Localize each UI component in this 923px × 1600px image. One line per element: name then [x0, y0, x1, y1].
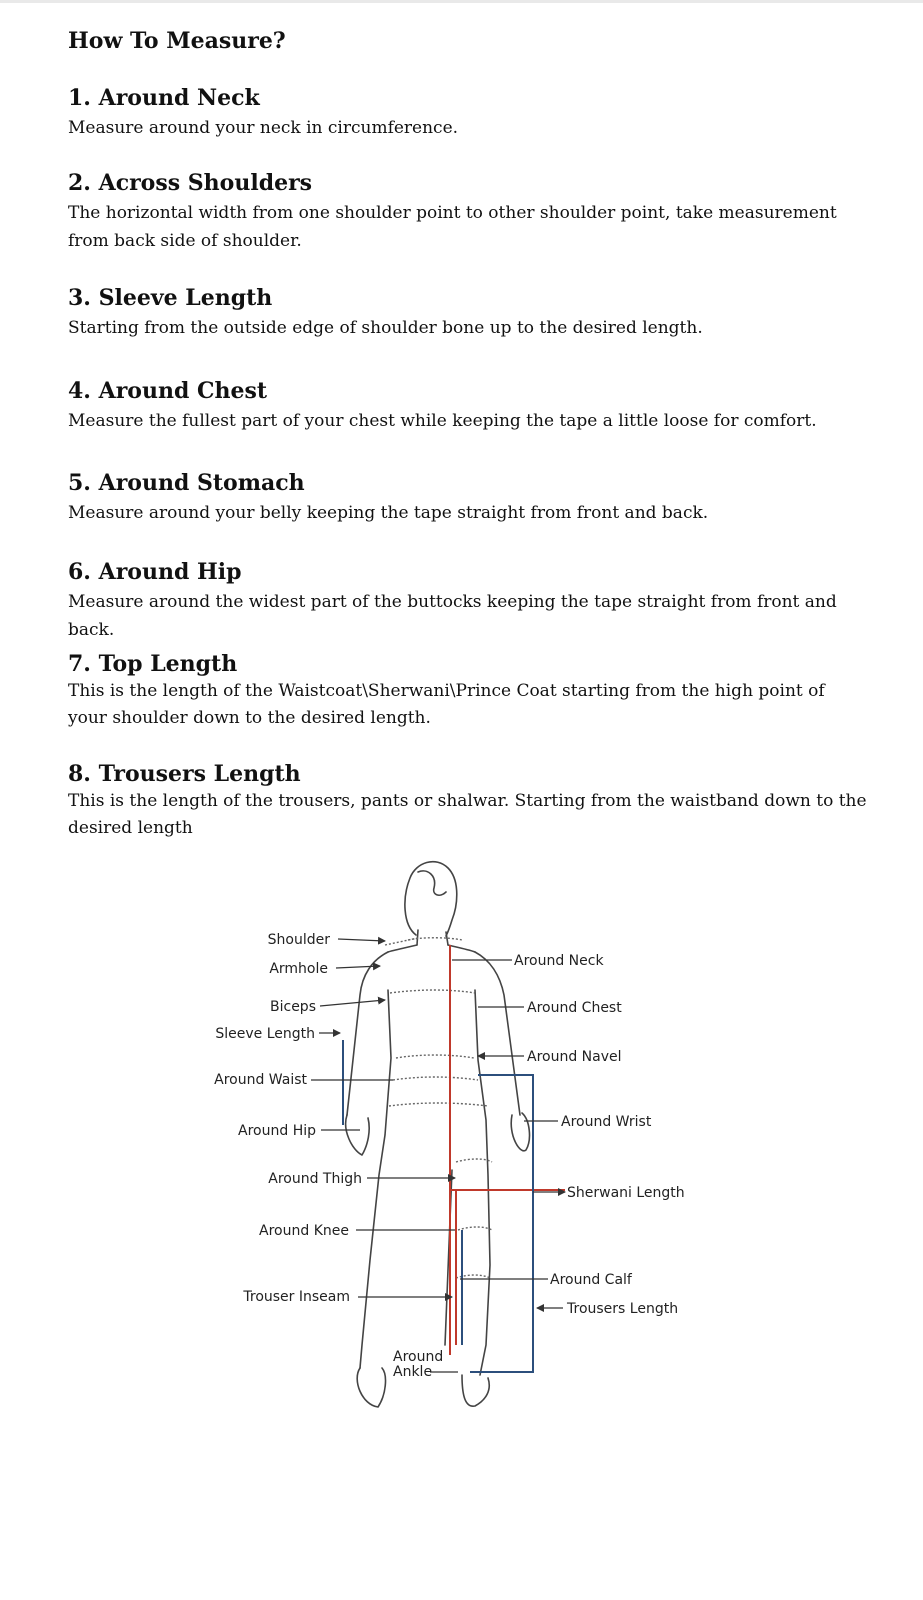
top-divider	[0, 0, 923, 3]
section-heading: 1. Around Neck	[68, 85, 260, 111]
section-body: Starting from the outside edge of shoulder bone up to the desired length.	[68, 318, 703, 338]
section-heading: 8. Trousers Length	[68, 761, 301, 787]
section-around-hip	[68, 558, 868, 644]
label-around-thigh: Around Thigh	[268, 1171, 362, 1187]
label-ankle-line2: Ankle	[393, 1364, 433, 1380]
section-body: Measure around the widest part of the buttocks keeping the tape straight from front and back.	[68, 592, 837, 640]
label-around-waist: Around Waist	[214, 1072, 307, 1088]
label-sherwani-length: Sherwani Length	[567, 1185, 685, 1201]
section-body: Measure around your belly keeping the tape straight from front and back.	[68, 503, 709, 523]
label-ankle-line1: Around	[393, 1349, 444, 1365]
right-hand	[511, 1113, 529, 1151]
page-title: How To Measure?	[68, 28, 286, 54]
label-armhole: Armhole	[269, 961, 328, 977]
chest-band	[390, 990, 475, 993]
leader-biceps	[320, 1000, 385, 1006]
label-around-hip: Around Hip	[238, 1123, 316, 1139]
head-outline	[405, 862, 457, 936]
section-across-shoulders	[68, 169, 868, 255]
measurement-diagram	[205, 850, 705, 1425]
thigh-band	[456, 1159, 492, 1162]
label-around-wrist: Around Wrist	[561, 1114, 652, 1130]
section-heading: 4. Around Chest	[68, 378, 268, 404]
section-around-stomach	[68, 469, 868, 527]
shoulder-band	[385, 938, 418, 945]
section-body: Measure the fullest part of your chest while keeping the tape a little loose for comfort.	[68, 411, 817, 431]
left-foot	[357, 1368, 385, 1407]
knee-band	[458, 1227, 492, 1230]
leader-shoulder	[338, 939, 385, 941]
measurement-bands	[385, 938, 492, 1278]
right-foot	[462, 1375, 489, 1406]
label-around-chest: Around Chest	[527, 1000, 622, 1016]
label-sleeve-length: Sleeve Length	[215, 1026, 315, 1042]
label-around-navel: Around Navel	[527, 1049, 622, 1065]
navel-band	[396, 1055, 474, 1058]
label-around-neck: Around Neck	[514, 953, 604, 969]
hair-outline	[418, 871, 446, 895]
section-heading: 5. Around Stomach	[68, 470, 305, 496]
section-body: Measure around your neck in circumference.	[68, 118, 459, 138]
neck-band	[408, 938, 462, 940]
shoulder-line	[388, 945, 475, 952]
label-trousers-length: Trousers Length	[567, 1301, 679, 1317]
section-heading: 6. Around Hip	[68, 559, 242, 585]
label-trouser-inseam: Trouser Inseam	[243, 1289, 350, 1305]
label-around-calf: Around Calf	[550, 1272, 632, 1288]
left-hand	[346, 1115, 370, 1155]
torso-left	[347, 952, 391, 1368]
section-top-length	[68, 650, 868, 732]
section-body: This is the length of the trousers, pants or shalwar. Starting from the waistband down to the desired length	[68, 791, 867, 838]
hip-band	[389, 1103, 488, 1106]
section-heading: 7. Top Length	[68, 651, 238, 677]
torso-right	[475, 952, 520, 1375]
label-around-knee: Around Knee	[259, 1223, 349, 1239]
section-sleeve-length	[68, 284, 868, 342]
body-figure	[346, 862, 530, 1407]
section-around-chest	[68, 377, 868, 435]
section-heading: 3. Sleeve Length	[68, 285, 273, 311]
label-shoulder: Shoulder	[267, 932, 330, 948]
section-around-neck	[68, 84, 868, 142]
label-biceps: Biceps	[270, 999, 316, 1015]
section-heading: 2. Across Shoulders	[68, 170, 313, 196]
section-body: This is the length of the Waistcoat\Sherwani\Prince Coat starting from the high point of your shoulder down to the desired length.	[68, 681, 825, 728]
leader-armhole	[336, 966, 380, 968]
section-trousers-length	[68, 760, 868, 842]
waist-band	[393, 1077, 478, 1080]
section-body: The horizontal width from one shoulder point to other shoulder point, take measurement from back side of shoulder.	[68, 203, 837, 251]
blue-length-box	[470, 1075, 533, 1372]
